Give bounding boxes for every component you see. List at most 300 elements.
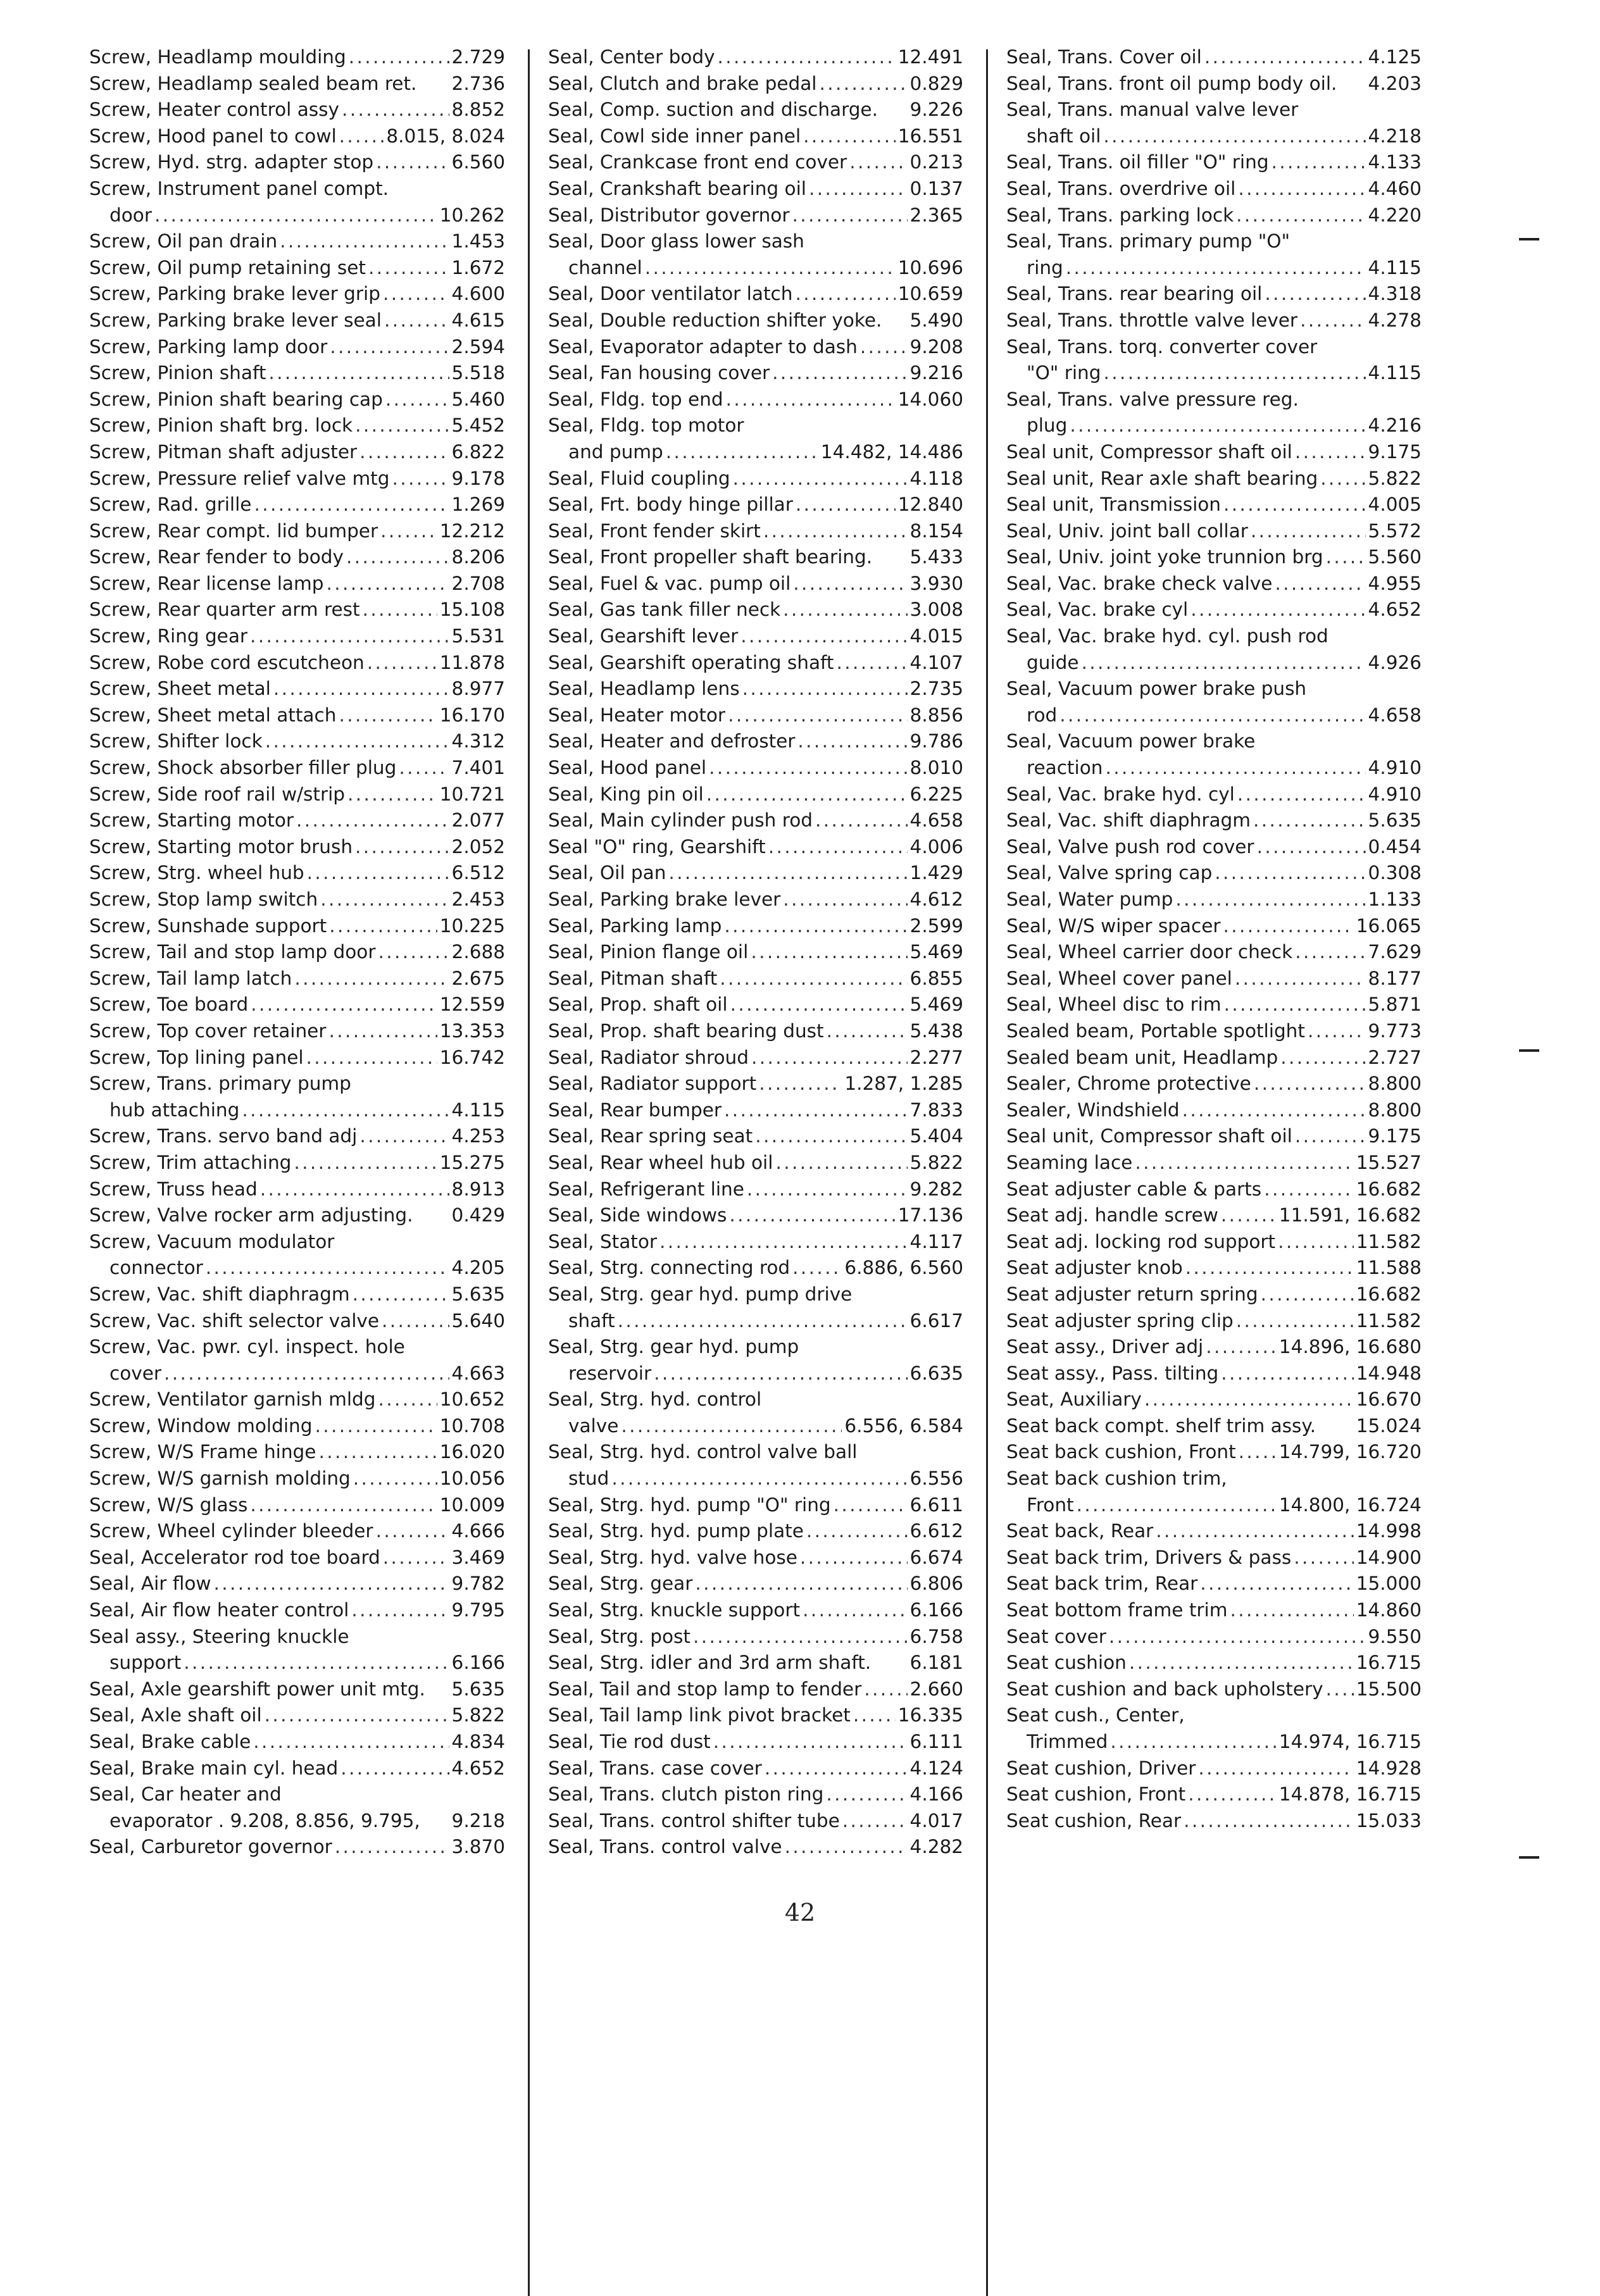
page-reference: 2.729	[451, 46, 505, 68]
page-reference: 1.133	[1368, 889, 1422, 910]
entry-term	[1006, 308, 1422, 334]
dot-leader	[768, 834, 908, 861]
entry-term	[1006, 281, 1422, 308]
index-entry	[89, 492, 505, 518]
index-entry	[1006, 228, 1422, 281]
entry-text: Seal, Main cylinder push rod	[548, 809, 813, 832]
entry-text: Trimmed	[1027, 1731, 1108, 1752]
entry-text: Screw, Tail lamp latch	[89, 967, 292, 989]
dot-leader	[1185, 1255, 1354, 1282]
dot-leader	[242, 1097, 449, 1124]
entry-text: Screw, Hood panel to cowl	[89, 125, 337, 147]
index-entry	[1006, 1097, 1422, 1124]
index-entry	[89, 1229, 505, 1282]
entry-term	[89, 966, 505, 992]
page-reference: 5.822	[909, 1151, 963, 1173]
entry-term	[1006, 1071, 1422, 1097]
index-entry	[89, 1308, 505, 1335]
dot-leader	[1206, 1334, 1277, 1361]
index-entry	[1006, 1255, 1422, 1282]
dot-leader	[709, 755, 907, 782]
entry-term	[548, 1045, 963, 1071]
index-entry	[1006, 939, 1422, 966]
dot-leader	[1070, 413, 1365, 439]
dot-leader	[320, 887, 449, 913]
dot-leader	[154, 203, 437, 229]
entry-text: Seal, Brake cable	[89, 1731, 251, 1752]
index-entry	[548, 1387, 963, 1439]
page-reference: 12.491	[897, 46, 963, 68]
entry-text: Screw, Starting motor brush	[89, 835, 353, 858]
index-entry	[89, 281, 505, 308]
index-entry	[89, 176, 505, 228]
index-entry	[1006, 1282, 1422, 1308]
page-reference: 3.469	[451, 1546, 505, 1568]
entry-term	[1006, 1097, 1422, 1124]
entry-term	[89, 1387, 505, 1413]
index-entry	[1006, 281, 1422, 308]
page-reference: 5.640	[451, 1309, 505, 1332]
entry-term-continued	[548, 1308, 963, 1335]
dot-leader	[1230, 1597, 1353, 1624]
entry-term	[548, 1334, 963, 1361]
dot-leader	[724, 1097, 908, 1124]
entry-term	[89, 597, 505, 623]
index-entry	[89, 702, 505, 729]
index-entry	[89, 1492, 505, 1519]
entry-text: Seal, Front fender skirt	[548, 520, 761, 542]
dot-leader	[1175, 887, 1365, 913]
entry-text: Seat adjuster knob	[1006, 1257, 1183, 1279]
entry-term	[548, 1597, 963, 1624]
dot-leader	[618, 1308, 908, 1335]
entry-term	[1006, 808, 1422, 834]
entry-text: Seal, Strg. gear hyd. pump drive	[548, 1283, 853, 1305]
page-reference: 6.225	[909, 783, 963, 805]
index-entry	[548, 1229, 963, 1256]
entry-text: Seat back cushion, Front	[1006, 1441, 1236, 1463]
page-reference: 8.154	[909, 520, 963, 542]
entry-text: Seat back cushion trim,	[1006, 1468, 1227, 1490]
dot-leader	[1156, 1518, 1353, 1545]
dot-leader	[341, 1756, 449, 1782]
index-entry	[89, 518, 505, 545]
entry-term	[548, 755, 963, 782]
dot-leader	[294, 1150, 437, 1176]
entry-term	[1006, 623, 1422, 650]
index-entry	[89, 1439, 505, 1466]
entry-term	[1006, 97, 1422, 123]
entry-text: Seal, Trans. torq. converter cover	[1006, 335, 1318, 358]
dot-leader	[353, 1282, 449, 1308]
entry-text: connector	[109, 1257, 203, 1279]
index-entry	[548, 334, 963, 361]
dot-leader	[826, 1781, 907, 1808]
dot-leader	[368, 255, 449, 282]
entry-text: Seal, King pin oil	[548, 783, 704, 805]
page-reference: 5.635	[1368, 809, 1422, 832]
entry-text: Seal, Strg. hyd. pump "O" ring	[548, 1494, 831, 1516]
page-reference: 5.460	[451, 388, 505, 410]
dot-leader	[268, 360, 449, 387]
page-reference: 2.736	[451, 72, 505, 94]
page-reference: 4.205	[451, 1257, 505, 1279]
dot-leader	[363, 597, 437, 623]
dot-leader	[1295, 939, 1365, 966]
entry-text: Seal, W/S wiper spacer	[1006, 914, 1221, 937]
entry-term	[89, 1045, 505, 1071]
entry-term	[89, 44, 505, 71]
dot-leader	[1184, 1808, 1354, 1835]
entry-term	[1006, 913, 1422, 940]
entry-text: Seal, Center body	[548, 46, 715, 68]
entry-term	[548, 1676, 963, 1703]
page-reference: 4.926	[1368, 651, 1422, 673]
entry-term	[1006, 1202, 1422, 1229]
dot-leader	[1182, 1097, 1366, 1124]
entry-text: Screw, Instrument panel compt.	[89, 177, 389, 199]
entry-text: Seal, Fldg. top end	[548, 388, 723, 410]
page-reference: 5.822	[1368, 467, 1422, 489]
page-reference: 2.735	[909, 678, 963, 700]
index-entry	[548, 492, 963, 518]
page-reference: 6.612	[909, 1520, 963, 1542]
entry-term-continued	[89, 1650, 505, 1676]
index-entry	[89, 1597, 505, 1624]
page-reference: 0.429	[451, 1204, 505, 1226]
page-reference: 5.518	[451, 362, 505, 384]
entry-term	[548, 860, 963, 887]
dot-leader	[329, 913, 437, 940]
entry-text: Seal, Hood panel	[548, 757, 707, 779]
index-entry	[548, 834, 963, 861]
index-entry	[548, 1018, 963, 1045]
index-entry	[1006, 1308, 1422, 1335]
page-reference: 5.433	[909, 546, 963, 568]
dot-leader	[775, 1150, 907, 1176]
page-reference: 6.556, 6.584	[844, 1414, 963, 1437]
page-reference: 14.878, 16.715	[1278, 1783, 1422, 1806]
dot-leader	[1221, 1202, 1277, 1229]
entry-term	[548, 808, 963, 834]
page-reference: 9.216	[909, 362, 963, 384]
entry-term-continued	[548, 1413, 963, 1440]
entry-text: Seal, Heater motor	[548, 704, 726, 726]
entry-text: Seal, Vac. brake hyd. cyl. push rod	[1006, 625, 1328, 647]
index-entry	[89, 1834, 505, 1861]
page-reference: 14.800, 16.724	[1278, 1494, 1422, 1516]
entry-text: Seal, Stator	[548, 1230, 658, 1252]
entry-text: reaction	[1027, 757, 1103, 779]
entry-text: Seaming lace	[1006, 1151, 1133, 1173]
index-entry	[1006, 834, 1422, 861]
page-reference: 12.559	[439, 994, 505, 1016]
entry-text: Screw, Window molding	[89, 1414, 313, 1437]
page-reference: 9.226	[909, 99, 963, 121]
dot-leader	[315, 1413, 437, 1440]
entry-term	[89, 334, 505, 361]
entry-term	[1006, 992, 1422, 1018]
index-entry	[548, 387, 963, 413]
index-entry	[89, 782, 505, 808]
page-reference: 14.896, 16.680	[1278, 1336, 1422, 1358]
page-reference: 2.675	[451, 967, 505, 989]
entry-term	[1006, 1597, 1422, 1624]
entry-term	[1006, 834, 1422, 861]
page-reference: 11.582	[1356, 1230, 1422, 1252]
entry-term	[1006, 492, 1422, 518]
entry-term	[1006, 1176, 1422, 1203]
index-entry	[548, 1808, 963, 1835]
dot-leader	[1253, 808, 1366, 834]
dot-leader	[1077, 1492, 1277, 1519]
index-entry	[1006, 1176, 1422, 1203]
index-entry	[89, 966, 505, 992]
dot-leader	[250, 623, 449, 650]
entry-text: Seal, Strg. hyd. control valve ball	[548, 1441, 858, 1463]
entry-term	[548, 1071, 963, 1097]
page-reference: 5.635	[451, 1283, 505, 1305]
dot-leader	[347, 782, 437, 808]
index-entry	[548, 1597, 963, 1624]
page-reference: 6.635	[909, 1362, 963, 1384]
page-reference: 12.840	[897, 494, 963, 516]
index-entry	[89, 1756, 505, 1782]
entry-term	[1006, 1255, 1422, 1282]
index-entry	[89, 544, 505, 571]
index-entry	[1006, 1702, 1422, 1755]
dot-leader	[742, 676, 908, 702]
entry-term	[548, 1202, 963, 1229]
entry-term	[89, 1150, 505, 1176]
entry-text: Screw, Headlamp moulding	[89, 46, 346, 68]
entry-text: Screw, Pinion shaft bearing cap	[89, 388, 383, 410]
page-reference: 4.220	[1368, 204, 1422, 226]
dot-leader	[1264, 1176, 1354, 1203]
page-reference: 2.277	[909, 1046, 963, 1068]
page-reference: 5.438	[909, 1020, 963, 1042]
entry-term	[548, 966, 963, 992]
page-reference: 6.560	[451, 151, 505, 173]
entry-term	[89, 1702, 505, 1729]
entry-text: Seal, Clutch and brake pedal	[548, 72, 817, 94]
index-entry	[89, 1413, 505, 1440]
entry-text: Seal, Strg. gear	[548, 1573, 693, 1595]
dot-leader	[806, 1518, 908, 1545]
index-entry	[89, 97, 505, 123]
entry-term	[548, 1650, 963, 1676]
index-entry	[548, 360, 963, 387]
dot-leader	[728, 702, 907, 729]
entry-text: Seal, Trans. parking lock	[1006, 204, 1234, 226]
entry-term	[89, 1439, 505, 1466]
page-reference: 4.115	[1368, 256, 1422, 278]
page-reference: 16.715	[1356, 1652, 1422, 1674]
entry-term	[1006, 544, 1422, 571]
page-reference: 4.612	[909, 889, 963, 910]
entry-term	[548, 1439, 963, 1466]
entry-term	[89, 71, 505, 97]
entry-term	[89, 1229, 505, 1256]
page-reference: 0.454	[1368, 835, 1422, 858]
page-reference: 5.404	[909, 1125, 963, 1147]
index-entry	[89, 887, 505, 913]
dot-leader	[772, 360, 907, 387]
entry-term	[1006, 387, 1422, 413]
dot-leader	[668, 860, 907, 887]
page-reference: 16.065	[1356, 914, 1422, 937]
entry-term-continued	[89, 1255, 505, 1282]
entry-term	[548, 71, 963, 97]
entry-text: Screw, Shifter lock	[89, 730, 263, 752]
index-entry	[548, 1045, 963, 1071]
dot-leader	[1110, 1729, 1276, 1756]
entry-term	[1006, 887, 1422, 913]
entry-term	[89, 1492, 505, 1519]
dot-leader	[1129, 1650, 1354, 1676]
page-reference: 3.870	[451, 1836, 505, 1858]
page-reference: 5.635	[451, 1678, 505, 1700]
entry-term	[89, 834, 505, 861]
page-reference: 6.556	[909, 1468, 963, 1490]
page-reference: 7.833	[909, 1099, 963, 1121]
entry-term	[548, 334, 963, 361]
page-number: 42	[784, 1899, 816, 1926]
page-reference: 4.133	[1368, 151, 1422, 173]
page-reference: 5.560	[1368, 546, 1422, 568]
entry-text: Seal, Trans. Cover oil	[1006, 46, 1202, 68]
page-reference: 10.056	[439, 1468, 505, 1490]
page-reference: 15.000	[1356, 1573, 1422, 1595]
dot-leader	[1237, 782, 1366, 808]
page-reference: 6.822	[451, 440, 505, 463]
entry-term	[548, 623, 963, 650]
entry-term	[548, 650, 963, 677]
entry-term	[89, 123, 505, 150]
dot-leader	[206, 1255, 449, 1282]
entry-text: Seat adjuster return spring	[1006, 1283, 1258, 1305]
index-entry	[89, 623, 505, 650]
page-reference: 5.452	[451, 415, 505, 437]
entry-text: Screw, Vac. pwr. cyl. inspect. hole	[89, 1336, 405, 1358]
entry-term	[548, 1097, 963, 1124]
page-reference: 2.052	[451, 835, 505, 858]
dot-leader	[359, 1123, 449, 1150]
entry-term	[1006, 1413, 1422, 1440]
entry-text: Seal, Vacuum power brake	[1006, 730, 1256, 752]
dot-leader	[328, 1018, 437, 1045]
page-reference: 8.856	[909, 704, 963, 726]
entry-text: Seal, Axle shaft oil	[89, 1704, 262, 1726]
index-entry	[1006, 1597, 1422, 1624]
index-entry	[1006, 571, 1422, 597]
dot-leader	[800, 1545, 908, 1571]
index-entry	[548, 1255, 963, 1282]
entry-term	[548, 1808, 963, 1835]
entry-term	[89, 755, 505, 782]
dot-leader	[376, 149, 449, 176]
page-reference: 6.617	[909, 1309, 963, 1332]
entry-text: Seal, Refrigerant line	[548, 1178, 744, 1200]
entry-term	[89, 1571, 505, 1597]
entry-term	[1006, 518, 1422, 545]
dot-leader	[1105, 755, 1365, 782]
entry-text: Screw, Headlamp sealed beam ret.	[89, 72, 417, 94]
dot-leader	[318, 1439, 437, 1466]
entry-text: Seat cushion	[1006, 1652, 1127, 1674]
entry-text: Seal, Tail lamp link pivot bracket	[548, 1704, 851, 1726]
entry-text: Seal, Strg. knuckle support	[548, 1599, 801, 1621]
entry-term-continued	[89, 1097, 505, 1124]
dot-leader	[836, 650, 907, 677]
entry-text: Seal, Cowl side inner panel	[548, 125, 801, 147]
dot-leader	[849, 149, 907, 176]
page-reference: 4.910	[1368, 757, 1422, 779]
entry-term	[89, 1308, 505, 1335]
index-entry	[548, 1756, 963, 1782]
entry-term-continued	[548, 1361, 963, 1387]
entry-text: Seat cushion and back upholstery	[1006, 1678, 1323, 1700]
entry-text: Screw, Rear fender to body	[89, 546, 344, 568]
entry-term	[548, 1756, 963, 1782]
entry-term-continued	[548, 255, 963, 282]
entry-text: Seal, Double reduction shifter yoke.	[548, 309, 882, 331]
entry-text: Seal unit, Transmission	[1006, 494, 1222, 516]
page-reference: 11.582	[1356, 1309, 1422, 1332]
dot-leader	[783, 887, 907, 913]
index-entry	[89, 992, 505, 1018]
entry-term	[1006, 176, 1422, 203]
entry-term	[89, 782, 505, 808]
dot-leader	[1198, 1756, 1353, 1782]
entry-text: Screw, Strg. wheel hub	[89, 862, 304, 884]
entry-text: shaft oil	[1027, 125, 1101, 147]
index-entry	[89, 123, 505, 150]
index-entry	[1006, 1123, 1422, 1150]
page-reference: 8.977	[451, 678, 505, 700]
entry-term-continued	[1006, 702, 1422, 729]
entry-text: Seat back trim, Rear	[1006, 1573, 1198, 1595]
margin-mark	[1519, 1856, 1539, 1859]
dot-leader	[392, 466, 449, 492]
page-reference: 10.262	[439, 204, 505, 226]
page-reference: 15.527	[1356, 1151, 1422, 1173]
index-entry	[1006, 597, 1422, 623]
entry-term	[1006, 571, 1422, 597]
entry-term	[548, 1176, 963, 1203]
entry-term	[548, 1834, 963, 1861]
dot-leader	[1082, 650, 1366, 677]
dot-leader	[809, 176, 908, 203]
entry-term-continued	[548, 439, 963, 466]
entry-text: Screw, Rear compt. lid bumper	[89, 520, 378, 542]
entry-term	[548, 992, 963, 1018]
entry-text: Seal, Door glass lower sash	[548, 230, 804, 253]
page-reference: 4.253	[451, 1125, 505, 1147]
index-entry	[89, 255, 505, 282]
entry-term	[89, 413, 505, 439]
dot-leader	[353, 1466, 437, 1492]
dot-leader	[1257, 834, 1366, 861]
entry-term	[548, 44, 963, 71]
entry-term-continued	[1006, 255, 1422, 282]
page-reference: 16.170	[439, 704, 505, 726]
dot-leader	[307, 860, 449, 887]
page-reference: 4.658	[1368, 704, 1422, 726]
page-reference: 5.490	[909, 309, 963, 331]
index-entry	[548, 1150, 963, 1176]
index-entry	[548, 650, 963, 677]
